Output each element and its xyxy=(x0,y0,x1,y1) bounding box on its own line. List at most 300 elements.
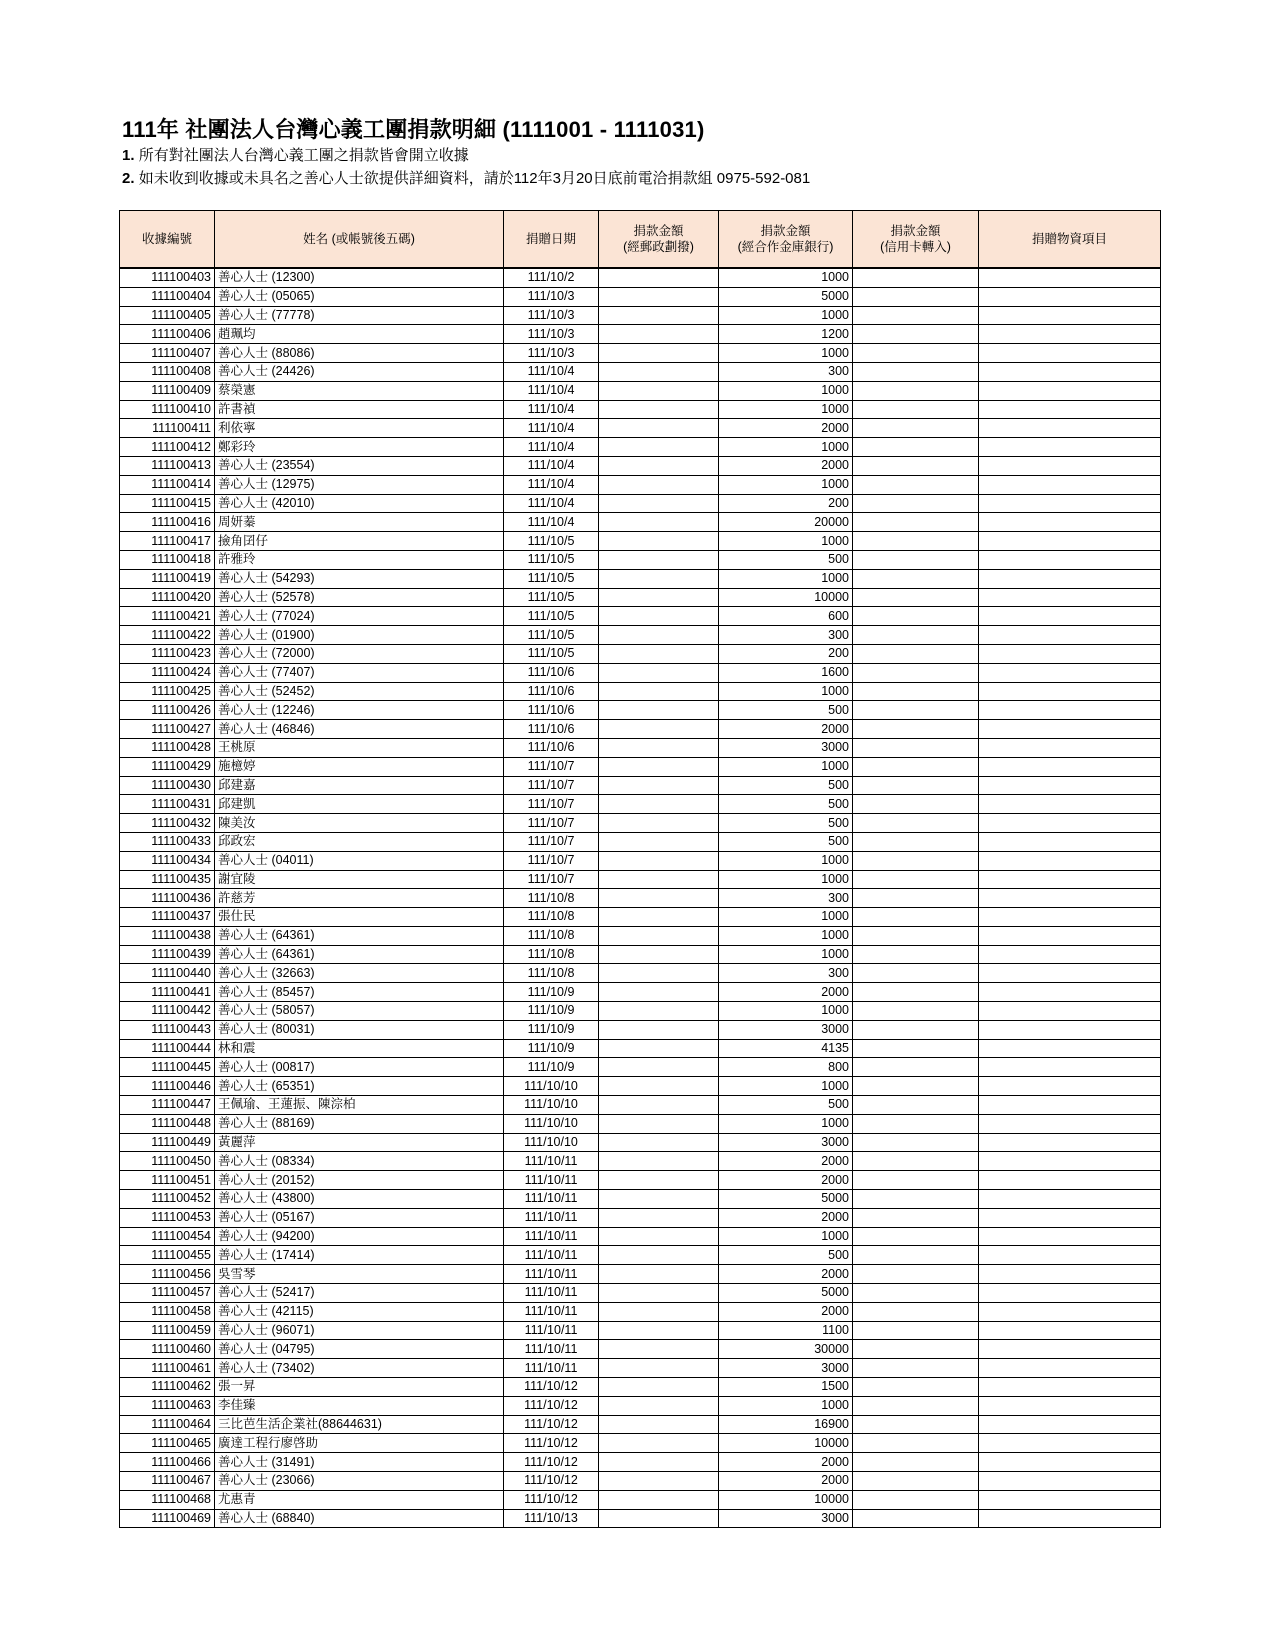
donation-date-cell: 111/10/9 xyxy=(504,983,599,1002)
donor-name-cell: 善心人士 (17414) xyxy=(215,1246,504,1265)
header-card-amount xyxy=(853,211,979,269)
donor-name-cell: 善心人士 (80031) xyxy=(215,1020,504,1039)
receipt-no-cell: 111100407 xyxy=(120,344,215,363)
postal-amount-cell xyxy=(599,926,719,945)
donation-date-cell: 111/10/11 xyxy=(504,1265,599,1284)
goods-cell xyxy=(979,1415,1161,1434)
donation-date-cell: 111/10/12 xyxy=(504,1434,599,1453)
bank-amount-cell: 800 xyxy=(719,1058,853,1077)
receipt-no-cell: 111100455 xyxy=(120,1246,215,1265)
bank-amount-cell: 500 xyxy=(719,795,853,814)
bank-amount-cell: 1000 xyxy=(719,926,853,945)
donor-name-cell: 善心人士 (52452) xyxy=(215,682,504,701)
card-amount-cell xyxy=(853,701,979,720)
donor-name-cell: 善心人士 (58057) xyxy=(215,1002,504,1021)
table-row xyxy=(120,1002,1161,1021)
card-amount-cell xyxy=(853,532,979,551)
postal-amount-cell xyxy=(599,1058,719,1077)
donor-name-cell: 利依寧 xyxy=(215,419,504,438)
donor-name-cell: 善心人士 (94200) xyxy=(215,1227,504,1246)
bank-amount-cell: 1000 xyxy=(719,870,853,889)
donation-date-cell: 111/10/4 xyxy=(504,513,599,532)
table-row xyxy=(120,268,1161,287)
donation-date-cell: 111/10/9 xyxy=(504,1058,599,1077)
donor-name-cell: 善心人士 (65351) xyxy=(215,1077,504,1096)
postal-amount-cell xyxy=(599,983,719,1002)
bank-amount-cell: 1000 xyxy=(719,344,853,363)
donor-name-cell: 鄭彩玲 xyxy=(215,438,504,457)
bank-amount-cell: 300 xyxy=(719,362,853,381)
goods-cell xyxy=(979,1077,1161,1096)
donation-date-cell: 111/10/6 xyxy=(504,682,599,701)
bank-amount-cell: 10000 xyxy=(719,588,853,607)
goods-cell xyxy=(979,1039,1161,1058)
receipt-no-cell: 111100463 xyxy=(120,1396,215,1415)
goods-cell xyxy=(979,1171,1161,1190)
postal-amount-cell xyxy=(599,776,719,795)
receipt-no-cell: 111100431 xyxy=(120,795,215,814)
goods-cell xyxy=(979,870,1161,889)
card-amount-cell xyxy=(853,908,979,927)
donor-name-cell: 善心人士 (77778) xyxy=(215,306,504,325)
table-row xyxy=(120,438,1161,457)
donation-date-cell: 111/10/4 xyxy=(504,419,599,438)
table-row xyxy=(120,513,1161,532)
card-amount-cell xyxy=(853,1378,979,1397)
receipt-no-cell: 111100453 xyxy=(120,1208,215,1227)
donation-date-cell: 111/10/5 xyxy=(504,569,599,588)
receipt-no-cell: 111100412 xyxy=(120,438,215,457)
donor-name-cell: 善心人士 (68840) xyxy=(215,1509,504,1528)
table-row xyxy=(120,1378,1161,1397)
card-amount-cell xyxy=(853,889,979,908)
receipt-no-cell: 111100418 xyxy=(120,550,215,569)
receipt-no-cell: 111100466 xyxy=(120,1453,215,1472)
card-amount-cell xyxy=(853,1434,979,1453)
goods-cell xyxy=(979,832,1161,851)
donor-name-cell: 善心人士 (05065) xyxy=(215,287,504,306)
note-2 xyxy=(122,167,810,188)
receipt-no-cell: 111100429 xyxy=(120,757,215,776)
table-row xyxy=(120,607,1161,626)
receipt-no-cell: 111100446 xyxy=(120,1077,215,1096)
donation-date-cell: 111/10/11 xyxy=(504,1227,599,1246)
table-row xyxy=(120,1302,1161,1321)
donation-date-cell: 111/10/4 xyxy=(504,438,599,457)
goods-cell xyxy=(979,494,1161,513)
goods-cell xyxy=(979,1284,1161,1303)
postal-amount-cell xyxy=(599,438,719,457)
bank-amount-cell: 200 xyxy=(719,494,853,513)
donation-date-cell: 111/10/12 xyxy=(504,1490,599,1509)
bank-amount-cell: 1000 xyxy=(719,851,853,870)
donation-date-cell: 111/10/9 xyxy=(504,1002,599,1021)
donation-date-cell: 111/10/4 xyxy=(504,362,599,381)
table-row xyxy=(120,663,1161,682)
donation-date-cell: 111/10/11 xyxy=(504,1284,599,1303)
postal-amount-cell xyxy=(599,1265,719,1284)
donation-date-cell: 111/10/8 xyxy=(504,964,599,983)
goods-cell xyxy=(979,926,1161,945)
goods-cell xyxy=(979,644,1161,663)
postal-amount-cell xyxy=(599,494,719,513)
donation-date-cell: 111/10/8 xyxy=(504,908,599,927)
donation-date-cell: 111/10/9 xyxy=(504,1020,599,1039)
donor-name-cell: 陳美汝 xyxy=(215,814,504,833)
card-amount-cell xyxy=(853,682,979,701)
donor-name-cell: 許書禎 xyxy=(215,400,504,419)
card-amount-cell xyxy=(853,1490,979,1509)
donation-date-cell: 111/10/4 xyxy=(504,456,599,475)
donation-date-cell: 111/10/3 xyxy=(504,325,599,344)
receipt-no-cell: 111100409 xyxy=(120,381,215,400)
bank-amount-cell: 16900 xyxy=(719,1415,853,1434)
bank-amount-cell: 10000 xyxy=(719,1490,853,1509)
goods-cell xyxy=(979,1190,1161,1209)
table-row xyxy=(120,1227,1161,1246)
postal-amount-cell xyxy=(599,945,719,964)
postal-amount-cell xyxy=(599,1490,719,1509)
table-row xyxy=(120,1265,1161,1284)
postal-amount-cell xyxy=(599,325,719,344)
bank-amount-cell: 1000 xyxy=(719,569,853,588)
bank-amount-cell: 500 xyxy=(719,776,853,795)
donor-name-cell: 謝宜陵 xyxy=(215,870,504,889)
donation-date-cell: 111/10/11 xyxy=(504,1246,599,1265)
bank-amount-cell: 1000 xyxy=(719,268,853,287)
table-row xyxy=(120,1246,1161,1265)
bank-amount-cell: 1000 xyxy=(719,757,853,776)
donation-date-cell: 111/10/6 xyxy=(504,663,599,682)
header-card-line2: (信用卡轉入) xyxy=(880,240,951,254)
goods-cell xyxy=(979,588,1161,607)
postal-amount-cell xyxy=(599,381,719,400)
donor-name-cell: 善心人士 (77407) xyxy=(215,663,504,682)
bank-amount-cell: 20000 xyxy=(719,513,853,532)
receipt-no-cell: 111100456 xyxy=(120,1265,215,1284)
goods-cell xyxy=(979,983,1161,1002)
postal-amount-cell xyxy=(599,1472,719,1491)
bank-amount-cell: 300 xyxy=(719,964,853,983)
card-amount-cell xyxy=(853,306,979,325)
card-amount-cell xyxy=(853,720,979,739)
donor-name-cell: 善心人士 (96071) xyxy=(215,1321,504,1340)
donor-name-cell: 善心人士 (64361) xyxy=(215,926,504,945)
receipt-no-cell: 111100411 xyxy=(120,419,215,438)
receipt-no-cell: 111100430 xyxy=(120,776,215,795)
receipt-no-cell: 111100460 xyxy=(120,1340,215,1359)
postal-amount-cell xyxy=(599,344,719,363)
header-card-line1: 捐款金額 xyxy=(890,224,941,238)
table-row xyxy=(120,1359,1161,1378)
receipt-no-cell: 111100424 xyxy=(120,663,215,682)
bank-amount-cell: 1000 xyxy=(719,475,853,494)
postal-amount-cell xyxy=(599,1284,719,1303)
postal-amount-cell xyxy=(599,456,719,475)
table-row xyxy=(120,325,1161,344)
goods-cell xyxy=(979,1114,1161,1133)
postal-amount-cell xyxy=(599,306,719,325)
goods-cell xyxy=(979,945,1161,964)
card-amount-cell xyxy=(853,644,979,663)
postal-amount-cell xyxy=(599,513,719,532)
bank-amount-cell: 1000 xyxy=(719,306,853,325)
goods-cell xyxy=(979,908,1161,927)
donor-name-cell: 李佳臻 xyxy=(215,1396,504,1415)
goods-cell xyxy=(979,1453,1161,1472)
bank-amount-cell: 2000 xyxy=(719,1171,853,1190)
donation-date-cell: 111/10/6 xyxy=(504,738,599,757)
receipt-no-cell: 111100421 xyxy=(120,607,215,626)
receipt-no-cell: 111100408 xyxy=(120,362,215,381)
bank-amount-cell: 1000 xyxy=(719,438,853,457)
receipt-no-cell: 111100404 xyxy=(120,287,215,306)
goods-cell xyxy=(979,1133,1161,1152)
donation-date-cell: 111/10/7 xyxy=(504,795,599,814)
postal-amount-cell xyxy=(599,287,719,306)
donor-name-cell: 善心人士 (12246) xyxy=(215,701,504,720)
goods-cell xyxy=(979,607,1161,626)
postal-amount-cell xyxy=(599,1434,719,1453)
table-row xyxy=(120,1284,1161,1303)
postal-amount-cell xyxy=(599,1190,719,1209)
donation-date-cell: 111/10/10 xyxy=(504,1133,599,1152)
postal-amount-cell xyxy=(599,644,719,663)
table-row xyxy=(120,701,1161,720)
bank-amount-cell: 2000 xyxy=(719,1453,853,1472)
donor-name-cell: 善心人士 (01900) xyxy=(215,626,504,645)
bank-amount-cell: 500 xyxy=(719,1246,853,1265)
card-amount-cell xyxy=(853,1039,979,1058)
table-header-row xyxy=(120,211,1161,269)
card-amount-cell xyxy=(853,1472,979,1491)
receipt-no-cell: 111100447 xyxy=(120,1096,215,1115)
donor-name-cell: 周妍蓁 xyxy=(215,513,504,532)
postal-amount-cell xyxy=(599,1114,719,1133)
receipt-no-cell: 111100433 xyxy=(120,832,215,851)
bank-amount-cell: 5000 xyxy=(719,1190,853,1209)
receipt-no-cell: 111100426 xyxy=(120,701,215,720)
donor-name-cell: 善心人士 (73402) xyxy=(215,1359,504,1378)
goods-cell xyxy=(979,1208,1161,1227)
donation-date-cell: 111/10/11 xyxy=(504,1208,599,1227)
bank-amount-cell: 300 xyxy=(719,889,853,908)
bank-amount-cell: 500 xyxy=(719,832,853,851)
table-row xyxy=(120,1039,1161,1058)
card-amount-cell xyxy=(853,1152,979,1171)
card-amount-cell xyxy=(853,1114,979,1133)
card-amount-cell xyxy=(853,438,979,457)
postal-amount-cell xyxy=(599,889,719,908)
donation-date-cell: 111/10/4 xyxy=(504,381,599,400)
donation-date-cell: 111/10/12 xyxy=(504,1396,599,1415)
card-amount-cell xyxy=(853,945,979,964)
card-amount-cell xyxy=(853,456,979,475)
donation-date-cell: 111/10/5 xyxy=(504,550,599,569)
goods-cell xyxy=(979,738,1161,757)
card-amount-cell xyxy=(853,1096,979,1115)
receipt-no-cell: 111100417 xyxy=(120,532,215,551)
card-amount-cell xyxy=(853,381,979,400)
header-bank-line1: 捐款金額 xyxy=(760,224,811,238)
card-amount-cell xyxy=(853,1340,979,1359)
card-amount-cell xyxy=(853,851,979,870)
donor-name-cell: 善心人士 (42010) xyxy=(215,494,504,513)
header-bank-amount xyxy=(719,211,853,269)
donor-name-cell: 善心人士 (52578) xyxy=(215,588,504,607)
receipt-no-cell: 111100413 xyxy=(120,456,215,475)
receipt-no-cell: 111100457 xyxy=(120,1284,215,1303)
donation-date-cell: 111/10/7 xyxy=(504,851,599,870)
donor-name-cell: 善心人士 (42115) xyxy=(215,1302,504,1321)
donation-table xyxy=(119,210,1161,1528)
donor-name-cell: 三比芭生活企業社(88644631) xyxy=(215,1415,504,1434)
table-row xyxy=(120,362,1161,381)
table-row xyxy=(120,550,1161,569)
goods-cell xyxy=(979,1396,1161,1415)
goods-cell xyxy=(979,419,1161,438)
bank-amount-cell: 600 xyxy=(719,607,853,626)
receipt-no-cell: 111100440 xyxy=(120,964,215,983)
bank-amount-cell: 1100 xyxy=(719,1321,853,1340)
goods-cell xyxy=(979,1152,1161,1171)
table-row xyxy=(120,720,1161,739)
goods-cell xyxy=(979,1321,1161,1340)
card-amount-cell xyxy=(853,1190,979,1209)
goods-cell xyxy=(979,1359,1161,1378)
receipt-no-cell: 111100423 xyxy=(120,644,215,663)
table-row xyxy=(120,1077,1161,1096)
goods-cell xyxy=(979,1509,1161,1528)
receipt-no-cell: 111100458 xyxy=(120,1302,215,1321)
bank-amount-cell: 1000 xyxy=(719,532,853,551)
postal-amount-cell xyxy=(599,1152,719,1171)
receipt-no-cell: 111100403 xyxy=(120,268,215,287)
bank-amount-cell: 2000 xyxy=(719,419,853,438)
postal-amount-cell xyxy=(599,1039,719,1058)
goods-cell xyxy=(979,757,1161,776)
card-amount-cell xyxy=(853,964,979,983)
donor-name-cell: 善心人士 (31491) xyxy=(215,1453,504,1472)
bank-amount-cell: 10000 xyxy=(719,1434,853,1453)
goods-cell xyxy=(979,1246,1161,1265)
donor-name-cell: 善心人士 (52417) xyxy=(215,1284,504,1303)
goods-cell xyxy=(979,438,1161,457)
receipt-no-cell: 111100436 xyxy=(120,889,215,908)
donation-date-cell: 111/10/5 xyxy=(504,626,599,645)
receipt-no-cell: 111100451 xyxy=(120,1171,215,1190)
card-amount-cell xyxy=(853,588,979,607)
donor-name-cell: 善心人士 (46846) xyxy=(215,720,504,739)
table-row xyxy=(120,532,1161,551)
table-row xyxy=(120,287,1161,306)
card-amount-cell xyxy=(853,926,979,945)
card-amount-cell xyxy=(853,870,979,889)
goods-cell xyxy=(979,1058,1161,1077)
bank-amount-cell: 2000 xyxy=(719,1472,853,1491)
bank-amount-cell: 2000 xyxy=(719,983,853,1002)
receipt-no-cell: 111100454 xyxy=(120,1227,215,1246)
donor-name-cell: 善心人士 (12975) xyxy=(215,475,504,494)
goods-cell xyxy=(979,513,1161,532)
postal-amount-cell xyxy=(599,1208,719,1227)
goods-cell xyxy=(979,475,1161,494)
table-row xyxy=(120,588,1161,607)
donation-date-cell: 111/10/4 xyxy=(504,400,599,419)
table-row xyxy=(120,1453,1161,1472)
goods-cell xyxy=(979,325,1161,344)
postal-amount-cell xyxy=(599,1002,719,1021)
table-row xyxy=(120,851,1161,870)
bank-amount-cell: 3000 xyxy=(719,1020,853,1039)
table-row xyxy=(120,870,1161,889)
bank-amount-cell: 500 xyxy=(719,701,853,720)
header-date: 捐贈日期 xyxy=(504,211,599,269)
table-row xyxy=(120,1415,1161,1434)
postal-amount-cell xyxy=(599,851,719,870)
table-row xyxy=(120,456,1161,475)
goods-cell xyxy=(979,776,1161,795)
card-amount-cell xyxy=(853,1020,979,1039)
table-row xyxy=(120,776,1161,795)
bank-amount-cell: 200 xyxy=(719,644,853,663)
donation-date-cell: 111/10/3 xyxy=(504,306,599,325)
goods-cell xyxy=(979,400,1161,419)
donor-name-cell: 善心人士 (88086) xyxy=(215,344,504,363)
table-row xyxy=(120,1509,1161,1528)
receipt-no-cell: 111100414 xyxy=(120,475,215,494)
bank-amount-cell: 1000 xyxy=(719,1227,853,1246)
table-row xyxy=(120,1321,1161,1340)
bank-amount-cell: 1000 xyxy=(719,1002,853,1021)
card-amount-cell xyxy=(853,738,979,757)
goods-cell xyxy=(979,964,1161,983)
card-amount-cell xyxy=(853,1396,979,1415)
postal-amount-cell xyxy=(599,1378,719,1397)
goods-cell xyxy=(979,1302,1161,1321)
donor-name-cell: 許雅玲 xyxy=(215,550,504,569)
bank-amount-cell: 500 xyxy=(719,1096,853,1115)
goods-cell xyxy=(979,1340,1161,1359)
receipt-no-cell: 111100438 xyxy=(120,926,215,945)
donation-date-cell: 111/10/4 xyxy=(504,494,599,513)
postal-amount-cell xyxy=(599,832,719,851)
bank-amount-cell: 4135 xyxy=(719,1039,853,1058)
goods-cell xyxy=(979,814,1161,833)
donor-name-cell: 善心人士 (85457) xyxy=(215,983,504,1002)
goods-cell xyxy=(979,1378,1161,1397)
card-amount-cell xyxy=(853,1415,979,1434)
receipt-no-cell: 111100419 xyxy=(120,569,215,588)
donation-date-cell: 111/10/8 xyxy=(504,889,599,908)
receipt-no-cell: 111100467 xyxy=(120,1472,215,1491)
bank-amount-cell: 2000 xyxy=(719,1208,853,1227)
donor-name-cell: 善心人士 (88169) xyxy=(215,1114,504,1133)
receipt-no-cell: 111100452 xyxy=(120,1190,215,1209)
donation-date-cell: 111/10/12 xyxy=(504,1472,599,1491)
donation-date-cell: 111/10/11 xyxy=(504,1340,599,1359)
card-amount-cell xyxy=(853,1453,979,1472)
table-row xyxy=(120,682,1161,701)
bank-amount-cell: 5000 xyxy=(719,287,853,306)
goods-cell xyxy=(979,851,1161,870)
donor-name-cell: 邱建嘉 xyxy=(215,776,504,795)
card-amount-cell xyxy=(853,494,979,513)
page-title: 111年 社團法人台灣心義工團捐款明細 (1111001 - 1111031) xyxy=(122,117,705,142)
receipt-no-cell: 111100468 xyxy=(120,1490,215,1509)
postal-amount-cell xyxy=(599,1396,719,1415)
card-amount-cell xyxy=(853,400,979,419)
